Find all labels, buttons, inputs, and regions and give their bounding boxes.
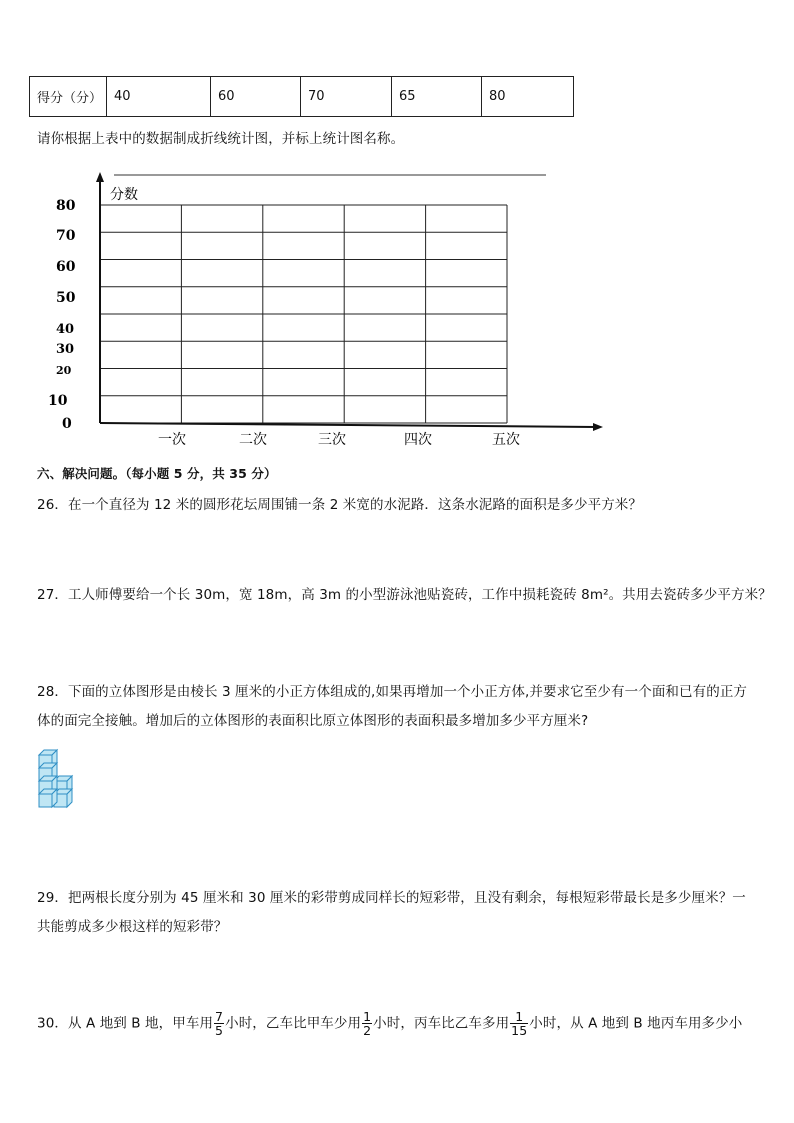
question-26: 26．在一个直径为 12 米的圆形花坛周围铺一条 2 米宽的水泥路．这条水泥路的面积是多少平方米？ <box>37 497 643 513</box>
fraction-denominator: 15 <box>511 1023 528 1038</box>
x-tick-label: 五次 <box>492 432 520 448</box>
y-axis-arrow <box>96 172 104 182</box>
y-tick-label: 50 <box>56 290 76 306</box>
cube <box>39 789 57 807</box>
x-tick-label: 一次 <box>158 432 186 448</box>
score-cell: 80 <box>482 77 574 117</box>
y-tick-label: 10 <box>48 393 68 409</box>
x-tick-labels <box>158 432 520 448</box>
question-28-line2: 体的面完全接触。增加后的立体图形的表面积比原立体图形的表面积最多增加多少平方厘米? <box>37 713 589 729</box>
fraction-numerator: 7 <box>215 1009 224 1024</box>
y-tick-label: 0 <box>62 416 72 432</box>
q30-text: 小时，从 A 地到 B 地丙车用多少小 <box>529 1015 743 1032</box>
q30-text: 小时，丙车比乙车多用 <box>373 1015 510 1032</box>
q30-text: 30．从 A 地到 B 地，甲车用 <box>37 1015 214 1032</box>
score-table <box>29 76 574 117</box>
y-tick-label: 40 <box>56 322 75 337</box>
question-30 <box>37 1010 742 1037</box>
y-tick-label: 80 <box>56 198 76 214</box>
fraction <box>214 1010 224 1037</box>
fraction <box>510 1010 528 1037</box>
x-axis-arrow <box>593 423 603 431</box>
fraction <box>362 1010 372 1037</box>
fraction-denominator: 5 <box>215 1023 224 1038</box>
row-label-cell: 得分（分） <box>30 77 107 117</box>
y-tick-label: 20 <box>56 364 72 377</box>
question-29-line1: 29．把两根长度分别为 45 厘米和 30 厘米的彩带剪成同样长的短彩带，且没有剩余，每根短彩带最长是多少厘米？一 <box>37 890 746 906</box>
cube-figure <box>36 740 80 810</box>
x-tick-label: 二次 <box>239 432 267 448</box>
x-tick-label: 四次 <box>404 432 432 448</box>
y-tick-labels <box>48 198 76 432</box>
score-cell: 70 <box>301 77 392 117</box>
y-tick-label: 70 <box>56 228 76 244</box>
fraction-denominator: 2 <box>363 1023 372 1038</box>
question-29-line2: 共能剪成多少根这样的短彩带？ <box>37 919 228 935</box>
y-axis-title: 分数 <box>110 187 138 203</box>
instruction-text: 请你根据上表中的数据制成折线统计图，并标上统计图名称。 <box>37 131 405 147</box>
fraction-numerator: 1 <box>510 1010 528 1024</box>
line-chart-grid <box>0 165 640 455</box>
y-tick-label: 60 <box>56 259 76 275</box>
q30-text: 小时，乙车比甲车少用 <box>225 1015 362 1032</box>
question-28-line1: 28．下面的立体图形是由棱长 3 厘米的小正方体组成的,如果再增加一个小正方体,并要求它至少有一个面和已有的正方 <box>37 684 748 700</box>
score-cell: 40 <box>107 77 211 117</box>
score-cell: 65 <box>392 77 482 117</box>
cube-stack <box>39 750 72 807</box>
fraction-numerator: 1 <box>363 1009 372 1024</box>
x-axis <box>100 423 596 427</box>
x-tick-label: 三次 <box>318 432 346 448</box>
y-tick-label: 30 <box>56 342 75 357</box>
table-row <box>30 77 574 117</box>
chart-grid <box>100 205 507 423</box>
section-heading: 六、解决问题。（每小题 5 分，共 35 分） <box>37 466 277 481</box>
score-cell: 60 <box>211 77 301 117</box>
question-27: 27．工人师傅要给一个长 30m，宽 18m，高 3m 的小型游泳池贴瓷砖，工作中损耗瓷砖 8m²。共用去瓷砖多少平方米？ <box>37 587 772 603</box>
